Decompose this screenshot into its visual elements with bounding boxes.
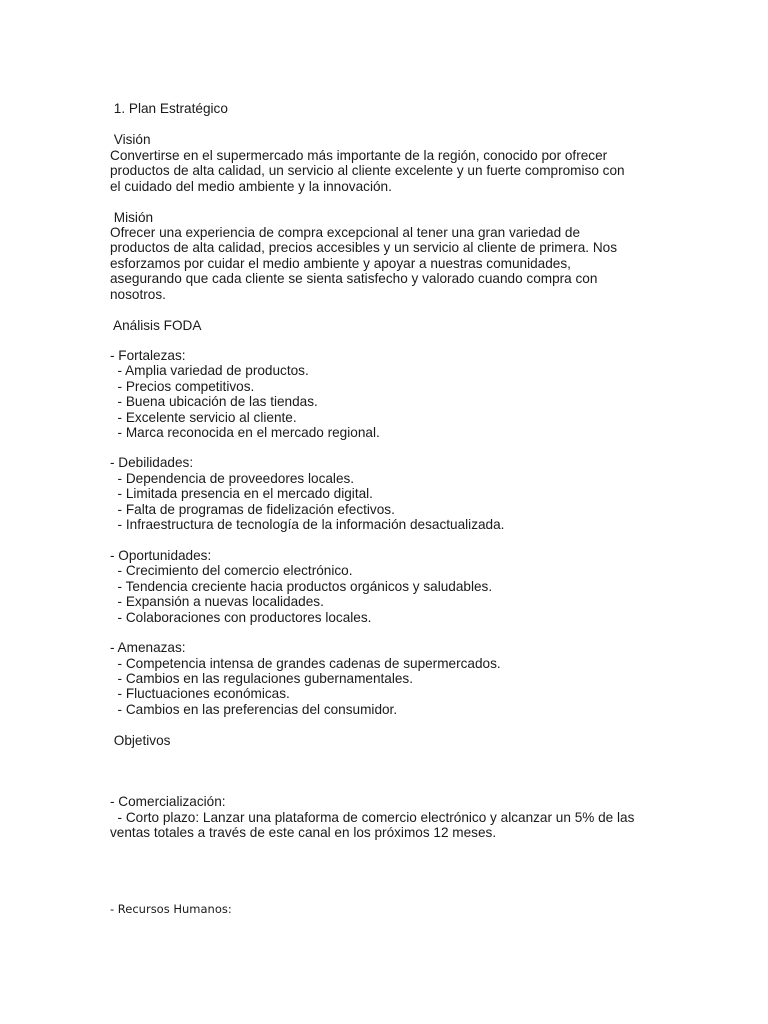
- debilidades-item: - Limitada presencia en el mercado digital.: [110, 486, 373, 501]
- oportunidades-item: - Expansión a nuevas localidades.: [110, 594, 324, 609]
- objetivos-heading: Objetivos: [110, 733, 171, 748]
- fortalezas-item: - Excelente servicio al cliente.: [110, 410, 297, 425]
- oportunidades-item: - Crecimiento del comercio electrónico.: [110, 563, 353, 578]
- vision-text-line: el cuidado del medio ambiente y la innovación.: [110, 179, 392, 194]
- debilidades-item: - Falta de programas de fidelización efectivos.: [110, 502, 395, 517]
- debilidades-item: - Dependencia de proveedores locales.: [110, 471, 355, 486]
- amenazas-item: - Fluctuaciones económicas.: [110, 686, 290, 701]
- mision-text-line: esforzamos por cuidar el medio ambiente y apoyar a nuestras comunidades,: [110, 256, 571, 271]
- amenazas-item: - Competencia intensa de grandes cadenas de supermercados.: [110, 656, 501, 671]
- vision-heading: Visión: [110, 132, 151, 147]
- amenazas-heading: - Amenazas:: [110, 640, 186, 655]
- oportunidades-item: - Colaboraciones con productores locales.: [110, 610, 372, 625]
- fortalezas-item: - Precios competitivos.: [110, 379, 255, 394]
- fortalezas-heading: - Fortalezas:: [110, 348, 186, 363]
- oportunidades-item: - Tendencia creciente hacia productos orgánicos y saludables.: [110, 579, 493, 594]
- fortalezas-item: - Marca reconocida en el mercado regional.: [110, 425, 380, 440]
- comercializacion-text-line: - Corto plazo: Lanzar una plataforma de comercio electrónico y alcanzar un 5% de las: [110, 810, 635, 825]
- foda-heading: Análisis FODA: [110, 318, 202, 333]
- mision-text-line: nosotros.: [110, 287, 166, 302]
- mision-text-line: productos de alta calidad, precios accesibles y un servicio al cliente de primera. Nos: [110, 240, 617, 255]
- document-title: 1. Plan Estratégico: [110, 101, 228, 116]
- mision-text-line: Ofrecer una experiencia de compra excepcional al tener una gran variedad de: [110, 225, 581, 240]
- amenazas-item: - Cambios en las regulaciones gubernamentales.: [110, 671, 414, 686]
- fortalezas-item: - Amplia variedad de productos.: [110, 363, 309, 378]
- comercializacion-heading: - Comercialización:: [110, 794, 226, 809]
- oportunidades-heading: - Oportunidades:: [110, 548, 212, 563]
- debilidades-heading: - Debilidades:: [110, 455, 194, 470]
- mision-heading: Misión: [110, 210, 154, 225]
- vision-text-line: Convertirse en el supermercado más importante de la región, conocido por ofrecer: [110, 148, 608, 163]
- recursos-humanos-heading: - Recursos Humanos:: [110, 902, 232, 916]
- amenazas-item: - Cambios en las preferencias del consumidor.: [110, 702, 398, 717]
- fortalezas-item: - Buena ubicación de las tiendas.: [110, 394, 318, 409]
- mision-text-line: asegurando que cada cliente se sienta satisfecho y valorado cuando compra con: [110, 271, 598, 286]
- debilidades-item: - Infraestructura de tecnología de la información desactualizada.: [110, 517, 505, 532]
- comercializacion-text-line: ventas totales a través de este canal en los próximos 12 meses.: [110, 825, 497, 840]
- vision-text-line: productos de alta calidad, un servicio al cliente excelente y un fuerte compromiso con: [110, 163, 625, 178]
